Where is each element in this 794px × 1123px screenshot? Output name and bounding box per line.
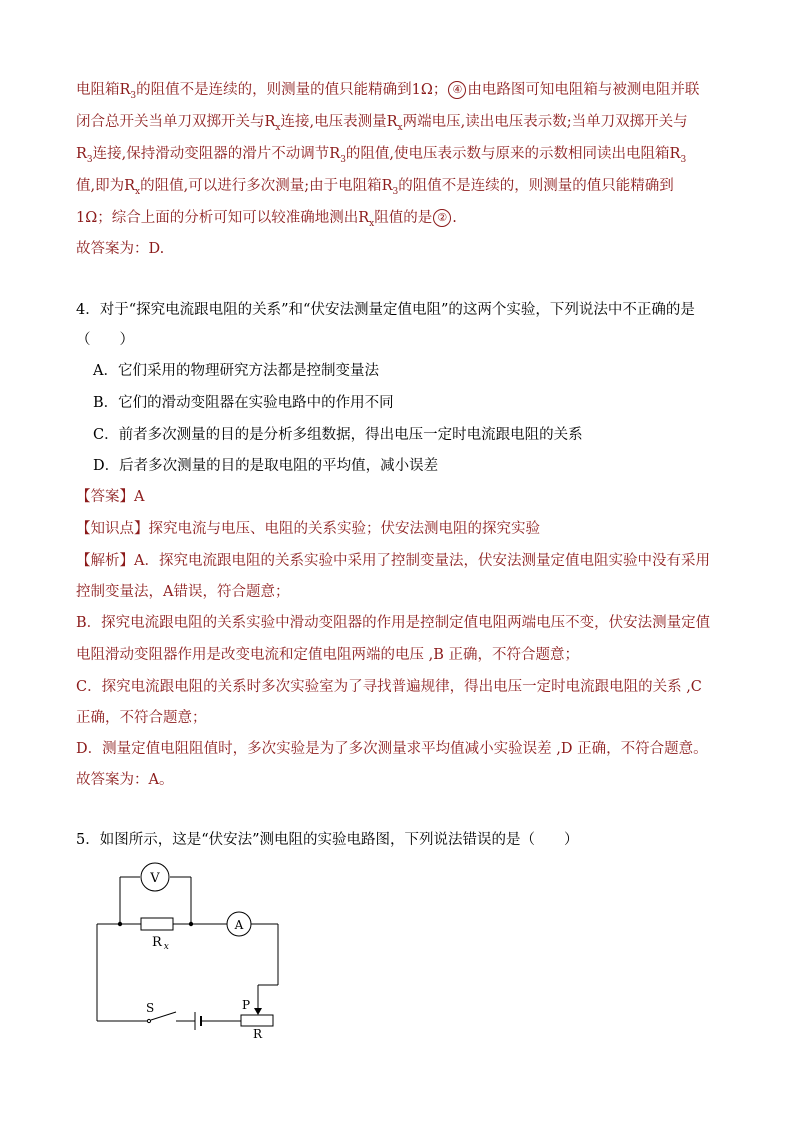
q4-knowledge-point: 【知识点】探究电流与电压、电阻的关系实验；伏安法测电阻的探究实验 xyxy=(76,521,540,537)
prev-line-5: 1Ω；综合上面的分析可知可以较准确地测出$R_x$阻值的是 ② . xyxy=(76,210,457,229)
rheostat-label: R xyxy=(253,1027,263,1041)
q4-analysis-4: 电阻滑动变阻器作用是改变电流和定值电阻两端的电压 ,B 正确，不符合题意； xyxy=(76,647,579,663)
prev-line-3: $R_3$连接,保持滑动变阻器的滑片不动调节$R_3$的阻值,使电压表示数与原来的示数相同读出电阻箱$R_3$ xyxy=(76,146,687,165)
rheostat xyxy=(241,1015,273,1026)
prev-line-4: 值,即为$R_x$的阻值,可以进行多次测量;由于电阻箱$R_3$的阻值不是连续的，则测量的值只能精确到 xyxy=(76,178,674,197)
q4-analysis-1: 【解析】A．探究电流跟电阻的关系实验中采用了控制变量法，伏安法测量定值电阻实验中没有采用 xyxy=(76,553,710,569)
q4-analysis-3: B．探究电流跟电阻的关系实验中滑动变阻器的作用是控制定值电阻两端电压不变，伏安法测量定值 xyxy=(76,615,711,631)
rx-label: R $_x$ xyxy=(152,935,169,952)
q4-stem: 4．对于“探究电流跟电阻的关系”和“伏安法测量定值电阻”的这两个实验，下列说法中不正确的是 xyxy=(76,302,695,318)
q4-analysis-6: 正确，不符合题意； xyxy=(76,710,207,726)
resistor-rx xyxy=(141,918,173,930)
q4-option-b: B．它们的滑动变阻器在实验电路中的作用不同 xyxy=(93,395,394,411)
ammeter-label: A xyxy=(234,918,244,932)
switch-contact xyxy=(147,1019,150,1022)
slider-arrow-icon xyxy=(254,1008,262,1015)
switch-label: S xyxy=(146,1001,155,1015)
q4-analysis-2: 控制变量法，A错误，符合题意； xyxy=(76,584,290,600)
prev-line-2: 闭合总开关当单刀双掷开关与$R_x$连接,电压表测量$R_x$两端电压,读出电压表示数;当单刀双掷开关与 xyxy=(76,114,688,133)
prev-answer: 故答案为：D. xyxy=(76,241,165,257)
q5-stem: 5．如图所示，这是“伏安法”测电阻的实验电路图，下列说法错误的是（ ） xyxy=(76,832,579,848)
circled-number-4: ④ xyxy=(448,81,466,99)
q4-option-a: A．它们采用的物理研究方法都是控制变量法 xyxy=(93,363,379,379)
q4-analysis-7: D．测量定值电阻阻值时，多次实验是为了多次测量求平均值减小实验误差 ,D 正确，不符合题意。 xyxy=(76,741,708,757)
junction-right xyxy=(189,922,193,926)
q4-option-d: D．后者多次测量的目的是取电阻的平均值，减小误差 xyxy=(93,458,439,474)
junction-left xyxy=(118,922,122,926)
circled-number-2: ② xyxy=(433,209,451,227)
q4-stem-paren: （ ） xyxy=(76,332,134,348)
q4-analysis-5: C．探究电流跟电阻的关系时多次实验室为了寻找普遍规律，得出电压一定时电流跟电阻的关系 ,C xyxy=(76,679,702,695)
q4-option-c: C．前者多次测量的目的是分析多组数据，得出电压一定时电流跟电阻的关系 xyxy=(93,427,583,443)
q4-answer: 【答案】A xyxy=(76,489,145,505)
prev-line-1: 电阻箱$R_3$的阻值不是连续的，则测量的值只能精确到1Ω； ④ 由电路图可知电阻箱与被测电阻并联 xyxy=(76,82,700,101)
voltmeter-label: V xyxy=(150,871,160,886)
slider-label: P xyxy=(242,998,251,1012)
q4-final-answer: 故答案为：A。 xyxy=(76,772,174,788)
